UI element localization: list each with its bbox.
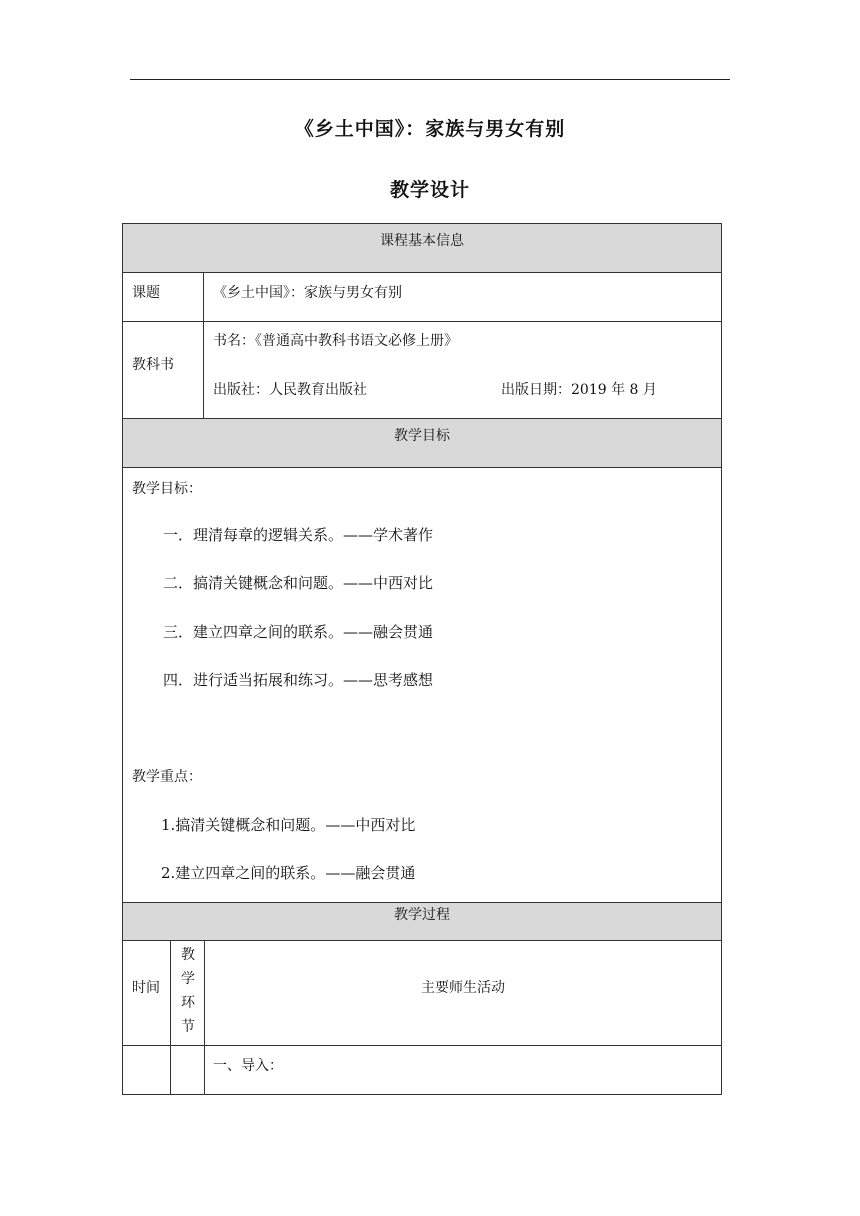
topic-row [122, 272, 722, 322]
publisher: 出版社：人民教育出版社 [213, 382, 367, 398]
process-columns-row [122, 940, 722, 1046]
col-time-label: 时间 [132, 980, 160, 996]
topic-value: 《乡土中国》：家族与男女有别 [213, 285, 402, 301]
header-rule [130, 79, 730, 80]
process-header-label: 教学过程 [394, 907, 450, 923]
objective-item: 二．搞清关键概念和问题。——中西对比 [163, 574, 434, 592]
textbook-row [122, 321, 722, 419]
divider [203, 273, 204, 321]
objectives-header-label: 教学目标 [394, 428, 450, 444]
book-name: 书名：《普通高中教科书语文必修上册》 [213, 333, 458, 349]
divider [203, 322, 204, 418]
col-stage-char: 节 [181, 1019, 195, 1035]
basic-info-header [122, 223, 722, 273]
objective-item: 四．进行适当拓展和练习。——思考感想 [163, 671, 434, 689]
textbook-label: 教科书 [132, 357, 174, 373]
col-activity-label: 主要师生活动 [421, 980, 505, 996]
objectives-body [122, 467, 722, 903]
basic-info-header-label: 课程基本信息 [380, 233, 464, 249]
process-first-row [122, 1045, 722, 1095]
objectives-header [122, 418, 722, 468]
col-stage-char: 教 [181, 947, 195, 963]
objectives-label: 教学目标： [132, 481, 202, 497]
intro-step: 一、导入： [213, 1058, 283, 1074]
focus-item: 1.搞清关键概念和问题。——中西对比 [161, 816, 416, 834]
col-stage-char: 环 [181, 995, 195, 1011]
publish-date: 出版日期：2019 年 8 月 [501, 382, 657, 398]
document-title: 《乡土中国》：家族与男女有别 [294, 118, 566, 140]
objective-item: 一．理清每章的逻辑关系。——学术著作 [163, 526, 434, 544]
objective-item: 三．建立四章之间的联系。——融会贯通 [163, 623, 434, 641]
process-header [122, 902, 722, 941]
topic-label: 课题 [132, 285, 160, 301]
divider [204, 1046, 205, 1094]
col-stage-label [173, 943, 203, 1039]
focus-item: 2.建立四章之间的联系。——融会贯通 [161, 864, 416, 882]
divider [170, 1046, 171, 1094]
col-stage-char: 学 [181, 971, 195, 987]
divider [170, 941, 171, 1045]
document-subtitle: 教学设计 [389, 179, 470, 201]
focus-label: 教学重点： [132, 769, 202, 785]
